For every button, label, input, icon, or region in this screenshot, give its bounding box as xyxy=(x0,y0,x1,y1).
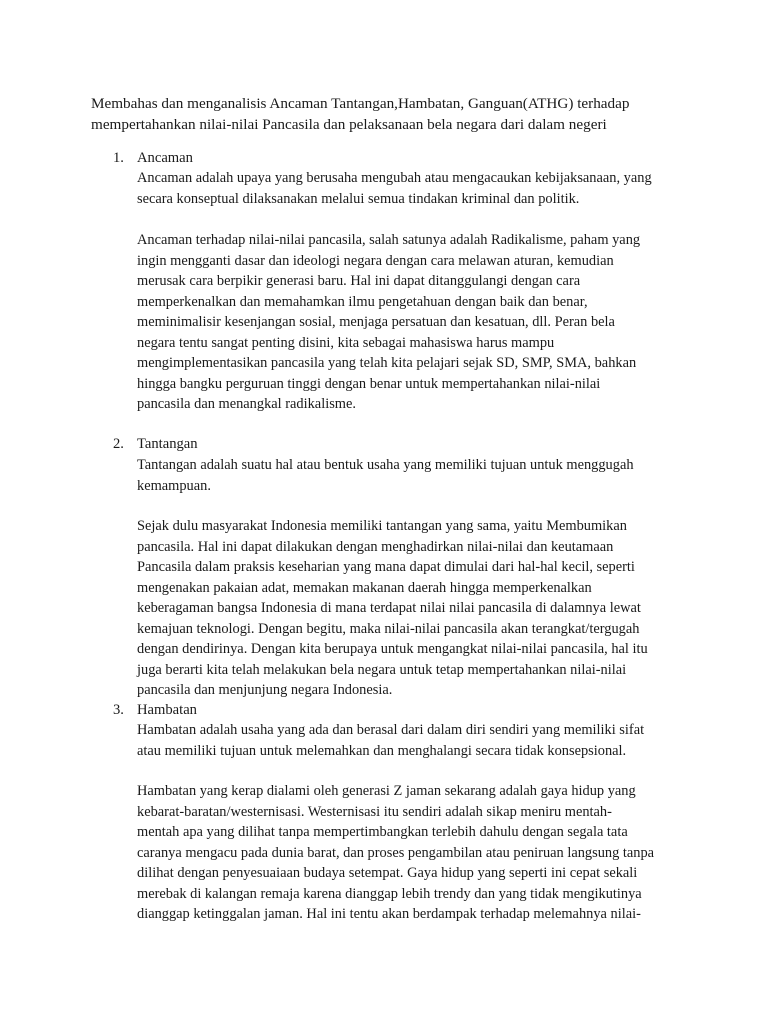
document-title: Membahas dan menganalisis Ancaman Tantangan,Hambatan, Ganguan(ATHG) terhadap mempertahankan nilai-nilai Pancasila dan pelaksanaan bela negara dari dalam negeri xyxy=(91,95,630,133)
section-number-tantangan: 2. xyxy=(113,436,124,452)
paragraph-hambatan-definition: Hambatan adalah usaha yang ada dan berasal dari dalam diri sendiri yang memiliki sifat atau memiliki tujuan untuk melemahkan dan menghalangi secara tidak konsepsional. xyxy=(137,722,645,759)
paragraph-ancaman-radikalisme: Ancaman terhadap nilai-nilai pancasila, salah satunya adalah Radikalisme, paham yang ingin mengganti dasar dan ideologi negara dengan cara melawan aturan, kemudian merusak cara berpikir generasi baru. Hal ini dapat ditanggulangi dengan cara memperkenalkan dan memahamkan ilmu pengetahuan dengan baik dan benar, meminimalisir kesenjangan sosial, menjaga persatuan dan kesatuan, dll. Peran bela negara tentu sangat penting disini, kita sebagai mahasiswa harus mampu mengimplementasikan pancasila yang telah kita pelajari sejak SD, SMP, SMA, bahkan hingga bangku perguruan tinggi dengan benar untuk mempertahankan nilai-nilai pancasila dan menangkal radikalisme. xyxy=(137,232,641,413)
section-number-hambatan: 3. xyxy=(113,702,124,718)
section-heading-ancaman: Ancaman xyxy=(137,150,193,166)
section-number-ancaman: 1. xyxy=(113,150,124,166)
paragraph-tantangan-definition: Tantangan adalah suatu hal atau bentuk usaha yang memiliki tujuan untuk menggugah kemampuan. xyxy=(137,457,634,494)
paragraph-tantangan-membumikan: Sejak dulu masyarakat Indonesia memiliki tantangan yang sama, yaitu Membumikan pancasila. Hal ini dapat dilakukan dengan menghadirkan nilai-nilai dan keutamaan Pancasila dalam praksis keseharian yang mana dapat dimulai dari hal-hal kecil, seperti mengenakan pakaian adat, memakan makanan daerah hingga memperkenalkan keberagaman bangsa Indonesia di mana terdapat nilai nilai pancasila di dalamnya lewat kemajuan teknologi. Dengan begitu, maka nilai-nilai pancasila akan terangkat/tergugah dengan dendirinya. Dengan kita berupaya untuk mengangkat nilai-nilai pancasila, hal itu juga berarti kita telah melakukan bela negara untuk tetap mempertahankan nilai-nilai pancasila dan menjunjung negara Indonesia. xyxy=(137,518,648,699)
section-heading-hambatan: Hambatan xyxy=(137,702,197,718)
section-heading-tantangan: Tantangan xyxy=(137,436,198,452)
paragraph-ancaman-definition: Ancaman adalah upaya yang berusaha mengubah atau mengacaukan kebijaksanaan, yang secara konseptual dilaksanakan melalui semua tindakan kriminal dan politik. xyxy=(137,170,652,207)
paragraph-hambatan-westernisasi: Hambatan yang kerap dialami oleh generasi Z jaman sekarang adalah gaya hidup yang kebarat-baratan/westernisasi. Westernisasi itu sendiri adalah sikap meniru mentah- mentah apa yang dilihat tanpa mempertimbangkan terlebih dahulu dengan segala tata caranya mengacu pada dunia barat, dan proses pengambilan atau peniruan langsung tanpa dilihat dengan penyesuaiaan budaya setempat. Gaya hidup yang seperti ini cepat sekali merebak di kalangan remaja karena dianggap lebih trendy dan yang tidak mengikutinya dianggap ketinggalan jaman. Hal ini tentu akan berdampak terhadap melemahnya nilai- xyxy=(137,783,655,923)
